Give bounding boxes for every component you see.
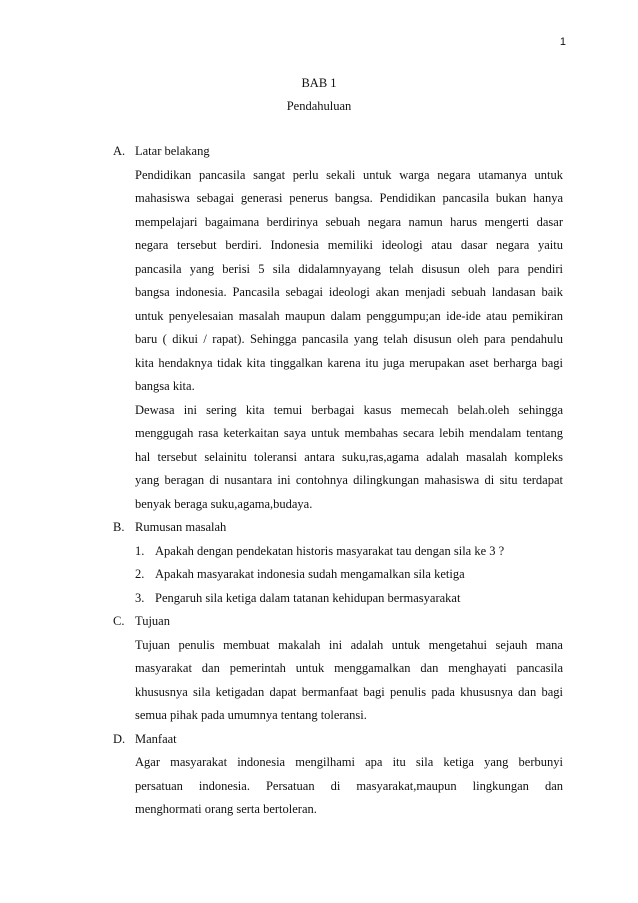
section-letter: B.	[113, 520, 125, 534]
text-line: Tujuan penulis membuat makalah ini adalah untuk mengetahui sejauh mana	[135, 637, 563, 652]
section-a-heading	[113, 140, 563, 164]
section-letter: A.	[113, 144, 126, 158]
text-line: semua pihak pada umumnya tentang toleransi.	[135, 708, 367, 722]
paragraph-latar-belakang-2	[113, 399, 563, 517]
text-line: Dewasa ini sering kita temui berbagai kasus memecah belah.oleh sehingga	[135, 402, 563, 417]
chapter-title: Pendahuluan	[286, 99, 352, 113]
list-item	[135, 540, 563, 564]
text-line: untuk penyelesaian masalah maupun dalam penggumpu;an ide-ide atau pemikiran	[135, 308, 563, 323]
paragraph-latar-belakang-1	[113, 164, 563, 399]
text-line: persatuan indonesia. Persatuan di masyarakat,maupun lingkungan dan	[135, 778, 563, 793]
section-title: Latar belakang	[135, 144, 210, 158]
text-line: benyak beraga suku,agama,budaya.	[135, 496, 313, 511]
section-letter: C.	[113, 614, 125, 628]
text-line: hal tersebut selainitu toleransi antara suku,ras,agama adalah masalah kompleks	[135, 449, 563, 464]
text-line: mempelajari bagaimana berdirinya sebuah negara namun harus mengerti dasar	[135, 214, 563, 229]
list-item	[135, 587, 563, 611]
section-title: Manfaat	[135, 731, 177, 746]
text-line: khususnya sila ketigadan dapat bermanfaat bagi penulis pada khususnya dan bagi	[135, 684, 563, 699]
section-title: Rumusan masalah	[135, 520, 227, 534]
text-line: Pendidikan pancasila sangat perlu sekali untuk warga negara utamanya untuk	[135, 167, 563, 182]
rumusan-masalah-list	[113, 540, 563, 611]
paragraph-manfaat	[113, 751, 563, 822]
list-item	[135, 563, 563, 587]
section-title: Tujuan	[135, 614, 170, 628]
text-line: kita hendaknya tidak kita tinggalkan karena itu juga merupakan aset berharga bagi	[135, 355, 563, 370]
text-line: masyarakat dan pemerintah untuk menggamalkan dan menghayati pancasila	[135, 661, 563, 675]
text-line: mahasiswa sebagai generasi penerus bangsa. Pendidikan pancasila bukan hanya	[135, 191, 563, 205]
list-number: 1.	[135, 543, 145, 558]
text-line: negara tersebut berdiri. Indonesia memiliki ideologi atau dasar negara yaitu	[135, 238, 563, 252]
text-line: bangsa indonesia. Pancasila sebagai ideologi akan menjadi sebuah landasan baik	[135, 285, 563, 299]
section-letter: D.	[113, 731, 126, 746]
text-line: pancasila yang berisi 5 sila didalamnyayang telah disusun oleh para pendiri	[135, 261, 563, 276]
section-b-heading	[113, 516, 563, 540]
paragraph-tujuan	[113, 634, 563, 728]
document-body	[113, 140, 563, 822]
section-c-heading	[113, 610, 563, 634]
text-line: Agar masyarakat indonesia mengilhami apa itu sila ketiga yang berbunyi	[135, 755, 563, 769]
list-text: Apakah masyarakat indonesia sudah mengamalkan sila ketiga	[155, 567, 465, 581]
list-number: 3.	[135, 590, 145, 605]
text-line: menghormati orang serta bertoleran.	[135, 802, 317, 816]
text-line: yang beragan di nusantara ini contohnya dilingkungan mahasiswa di situ terdapat	[135, 473, 563, 487]
list-number: 2.	[135, 567, 145, 581]
section-d-heading	[113, 728, 563, 752]
page-number: 1	[559, 36, 566, 48]
text-line: bangsa kita.	[135, 379, 195, 393]
chapter-heading: BAB 1	[301, 76, 337, 90]
list-text: Apakah dengan pendekatan historis masyarakat tau dengan sila ke 3 ?	[155, 543, 505, 558]
list-text: Pengaruh sila ketiga dalam tatanan kehidupan bermasyarakat	[155, 590, 461, 605]
text-line: menggugah rasa keterkaitan saya untuk membahas secara lebih mendalam tentang	[135, 426, 563, 440]
text-line: baru ( dikui / rapat). Sehingga pancasila yang telah disusun oleh para pendahulu	[135, 332, 563, 346]
